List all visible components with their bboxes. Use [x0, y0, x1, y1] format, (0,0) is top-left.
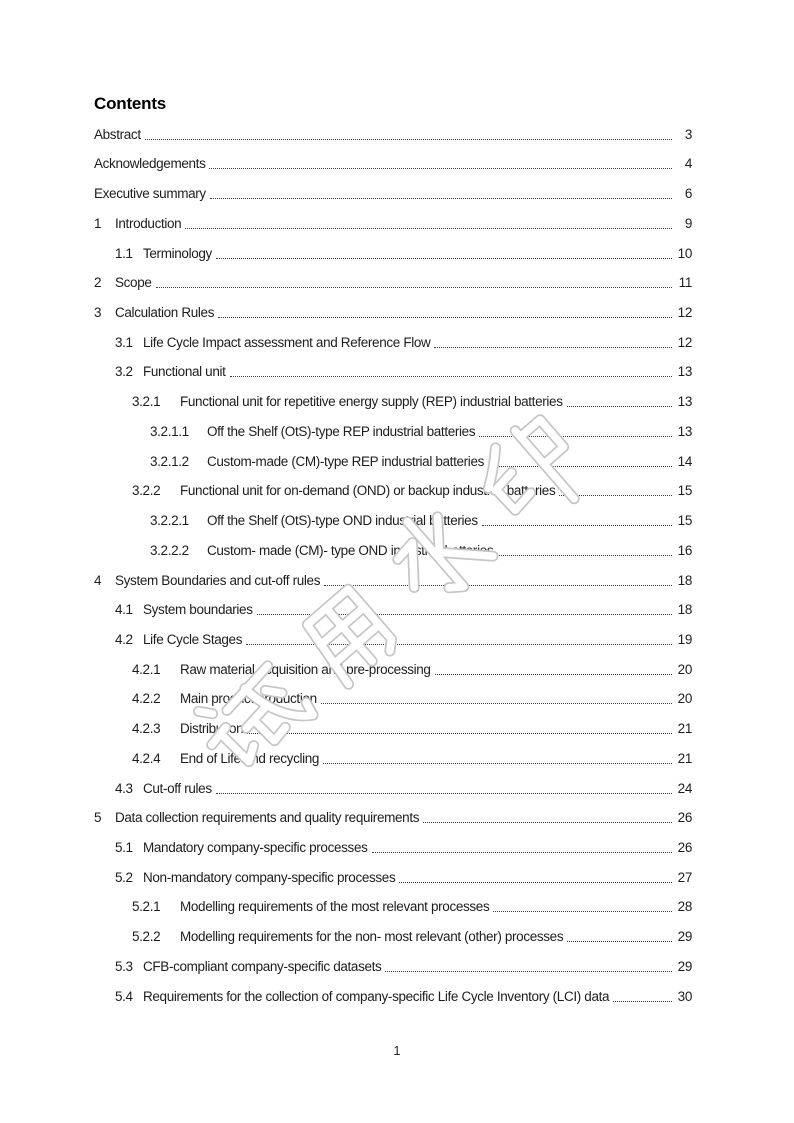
dotted-leader	[257, 614, 672, 615]
toc-entry-number: 3.2.1.2	[150, 453, 189, 469]
dotted-leader	[185, 228, 672, 229]
dotted-leader	[210, 198, 672, 199]
toc-entry-page: 26	[677, 810, 692, 826]
toc-entry-page: 18	[677, 572, 692, 588]
toc-entry-number: 4.2	[115, 631, 133, 647]
toc-entry-page: 24	[677, 780, 692, 796]
toc-entry[interactable]	[94, 232, 692, 262]
dotted-leader	[385, 971, 672, 972]
toc-entry-page: 19	[677, 631, 692, 647]
dotted-leader	[145, 139, 672, 140]
dotted-leader	[488, 466, 672, 467]
dotted-leader	[435, 674, 672, 675]
toc-entry[interactable]	[94, 410, 692, 440]
toc-entry[interactable]	[94, 499, 692, 529]
toc-entry-number: 4.3	[115, 780, 133, 796]
toc-entry-number: 5.2.2	[132, 929, 161, 945]
toc-entry[interactable]	[94, 678, 692, 708]
toc-entry-title: Functional unit for repetitive energy supply (REP) industrial batteries	[180, 394, 563, 410]
dotted-leader	[216, 258, 672, 259]
toc-entry-page: 4	[684, 156, 692, 172]
toc-entry-page: 16	[677, 542, 692, 558]
toc-entry[interactable]	[94, 470, 692, 500]
toc-entry[interactable]	[94, 143, 692, 173]
toc-entry-number: 3.2.1.1	[150, 423, 189, 439]
toc-section	[94, 94, 692, 1005]
toc-entry[interactable]	[94, 262, 692, 292]
dotted-leader	[399, 882, 672, 883]
page-number-footer: 1	[393, 1044, 401, 1058]
dotted-leader	[479, 436, 672, 437]
toc-entry[interactable]	[94, 589, 692, 619]
dotted-leader	[218, 317, 672, 318]
dotted-leader	[567, 941, 672, 942]
toc-entry-page: 20	[677, 691, 692, 707]
toc-entry-number: 5.3	[115, 958, 133, 974]
toc-entry-page: 28	[677, 899, 692, 915]
toc-entry[interactable]	[94, 856, 692, 886]
toc-entry[interactable]	[94, 767, 692, 797]
toc-entry-number: 4.2.2	[132, 691, 161, 707]
toc-entry-page: 30	[677, 988, 692, 1004]
toc-entry-page: 15	[677, 513, 692, 529]
toc-entry-title: Non-mandatory company-specific processes	[143, 869, 396, 885]
toc-entry-page: 29	[677, 958, 692, 974]
toc-entry-page: 13	[677, 364, 692, 380]
toc-entry-page: 12	[677, 305, 692, 321]
toc-entry-title: Executive summary	[94, 186, 206, 202]
toc-entry[interactable]	[94, 113, 692, 143]
toc-entry-page: 21	[677, 721, 692, 737]
toc-entry-page: 29	[677, 929, 692, 945]
toc-entry-number: 3.2.2.1	[150, 513, 189, 529]
toc-entry[interactable]	[94, 440, 692, 470]
dotted-leader	[372, 852, 672, 853]
toc-entry-number: 3.2.2.2	[150, 542, 189, 558]
toc-entry-page: 26	[677, 839, 692, 855]
toc-entry-page: 11	[678, 275, 692, 291]
toc-entry[interactable]	[94, 915, 692, 945]
toc-entry-title: Modelling requirements for the non- most relevant (other) processes	[180, 929, 564, 945]
toc-entry-title: Functional unit for on-demand (OND) or backup industrial batteries	[180, 483, 556, 499]
toc-list	[94, 113, 692, 1005]
toc-entry-title: Introduction	[115, 215, 182, 231]
toc-entry-number: 2	[94, 275, 102, 291]
toc-entry-number: 4.1	[115, 602, 133, 618]
toc-entry-number: 4.2.1	[132, 661, 161, 677]
toc-entry-page: 27	[677, 869, 692, 885]
dotted-leader	[323, 763, 672, 764]
toc-entry[interactable]	[94, 172, 692, 202]
dotted-leader	[324, 585, 672, 586]
toc-entry[interactable]	[94, 737, 692, 767]
toc-entry[interactable]	[94, 886, 692, 916]
toc-entry-title: CFB-compliant company-specific datasets	[143, 958, 382, 974]
toc-entry-page: 18	[677, 602, 692, 618]
toc-entry-title: Off the Shelf (OtS)-type OND industrial batteries	[207, 513, 478, 529]
dotted-leader	[482, 525, 672, 526]
toc-entry-number: 5.1	[115, 839, 133, 855]
toc-entry[interactable]	[94, 826, 692, 856]
toc-entry-number: 5.2	[115, 869, 133, 885]
toc-entry-title: Calculation Rules	[115, 305, 215, 321]
toc-entry-title: Life Cycle Stages	[143, 631, 243, 647]
toc-entry-title: Raw material acquisition and pre-processing	[180, 661, 431, 677]
toc-entry-number: 4	[94, 572, 102, 588]
toc-entry-page: 12	[677, 334, 692, 350]
dotted-leader	[321, 703, 672, 704]
toc-entry[interactable]	[94, 321, 692, 351]
dotted-leader	[156, 287, 672, 288]
toc-entry-page: 13	[677, 394, 692, 410]
toc-entry-title: Requirements for the collection of company-specific Life Cycle Inventory (LCI) data	[143, 988, 610, 1004]
toc-entry[interactable]	[94, 351, 692, 381]
toc-entry[interactable]	[94, 797, 692, 827]
dotted-leader	[246, 644, 672, 645]
dotted-leader	[559, 495, 672, 496]
dotted-leader	[247, 733, 672, 734]
toc-entry-page: 14	[677, 453, 692, 469]
dotted-leader	[613, 1001, 672, 1002]
toc-entry[interactable]	[94, 975, 692, 1005]
toc-entry-number: 5	[94, 810, 102, 826]
contents-heading: Contents	[94, 94, 167, 113]
toc-entry-number: 3.2.2	[132, 483, 161, 499]
toc-entry-title: Modelling requirements of the most relevant processes	[180, 899, 490, 915]
toc-entry-title: Scope	[115, 275, 152, 291]
toc-entry-title: Off the Shelf (OtS)-type REP industrial batteries	[207, 423, 476, 439]
toc-entry-page: 20	[677, 661, 692, 677]
toc-entry[interactable]	[94, 380, 692, 410]
toc-entry-number: 1	[94, 215, 102, 231]
toc-entry-number: 5.4	[115, 988, 133, 1004]
toc-entry-number: 3.1	[115, 334, 133, 350]
toc-entry[interactable]	[94, 648, 692, 678]
toc-entry-title: Custom- made (CM)- type OND industrial batteries	[207, 542, 494, 558]
toc-entry-title: Terminology	[143, 245, 212, 261]
toc-entry-page: 3	[684, 126, 692, 142]
toc-entry-title: End of Life and recycling	[180, 750, 320, 766]
toc-entry[interactable]	[94, 291, 692, 321]
dotted-leader	[493, 911, 672, 912]
dotted-leader	[497, 555, 672, 556]
toc-entry-title: Cut-off rules	[143, 780, 212, 796]
toc-entry-page: 21	[677, 750, 692, 766]
toc-entry-number: 5.2.1	[132, 899, 161, 915]
toc-entry-title: Mandatory company-specific processes	[143, 839, 368, 855]
toc-entry-title: Main product production	[180, 691, 317, 707]
toc-entry-page: 13	[677, 423, 692, 439]
toc-entry-page: 15	[677, 483, 692, 499]
toc-entry-number: 4.2.4	[132, 750, 161, 766]
toc-entry[interactable]	[94, 559, 692, 589]
toc-entry-title: System Boundaries and cut-off rules	[115, 572, 321, 588]
toc-entry-number: 4.2.3	[132, 721, 161, 737]
dotted-leader	[423, 822, 672, 823]
toc-entry-number: 3.2.1	[132, 394, 161, 410]
dotted-leader	[209, 168, 672, 169]
toc-entry-number: 3.2	[115, 364, 133, 380]
toc-entry-title: Life Cycle Impact assessment and Reference Flow	[143, 334, 431, 350]
toc-entry-title: Custom-made (CM)-type REP industrial batteries	[207, 453, 484, 469]
toc-entry[interactable]	[94, 618, 692, 648]
toc-entry-page: 10	[677, 245, 692, 261]
dotted-leader	[567, 406, 672, 407]
toc-entry-title: Functional unit	[143, 364, 226, 380]
toc-entry[interactable]	[94, 945, 692, 975]
toc-entry-number: 3	[94, 305, 102, 321]
toc-entry[interactable]	[94, 707, 692, 737]
toc-entry-title: Acknowledgements	[94, 156, 206, 172]
toc-entry-title: Data collection requirements and quality requirements	[115, 810, 420, 826]
toc-entry[interactable]	[94, 202, 692, 232]
dotted-leader	[216, 793, 672, 794]
dotted-leader	[230, 376, 672, 377]
toc-entry[interactable]	[94, 529, 692, 559]
dotted-leader	[434, 347, 672, 348]
toc-entry-page: 9	[684, 215, 692, 231]
toc-entry-title: System boundaries	[143, 602, 253, 618]
toc-entry-title: Distribution	[180, 721, 244, 737]
toc-entry-number: 1.1	[115, 245, 133, 261]
toc-entry-page: 6	[684, 186, 692, 202]
toc-entry-title: Abstract	[94, 126, 141, 142]
